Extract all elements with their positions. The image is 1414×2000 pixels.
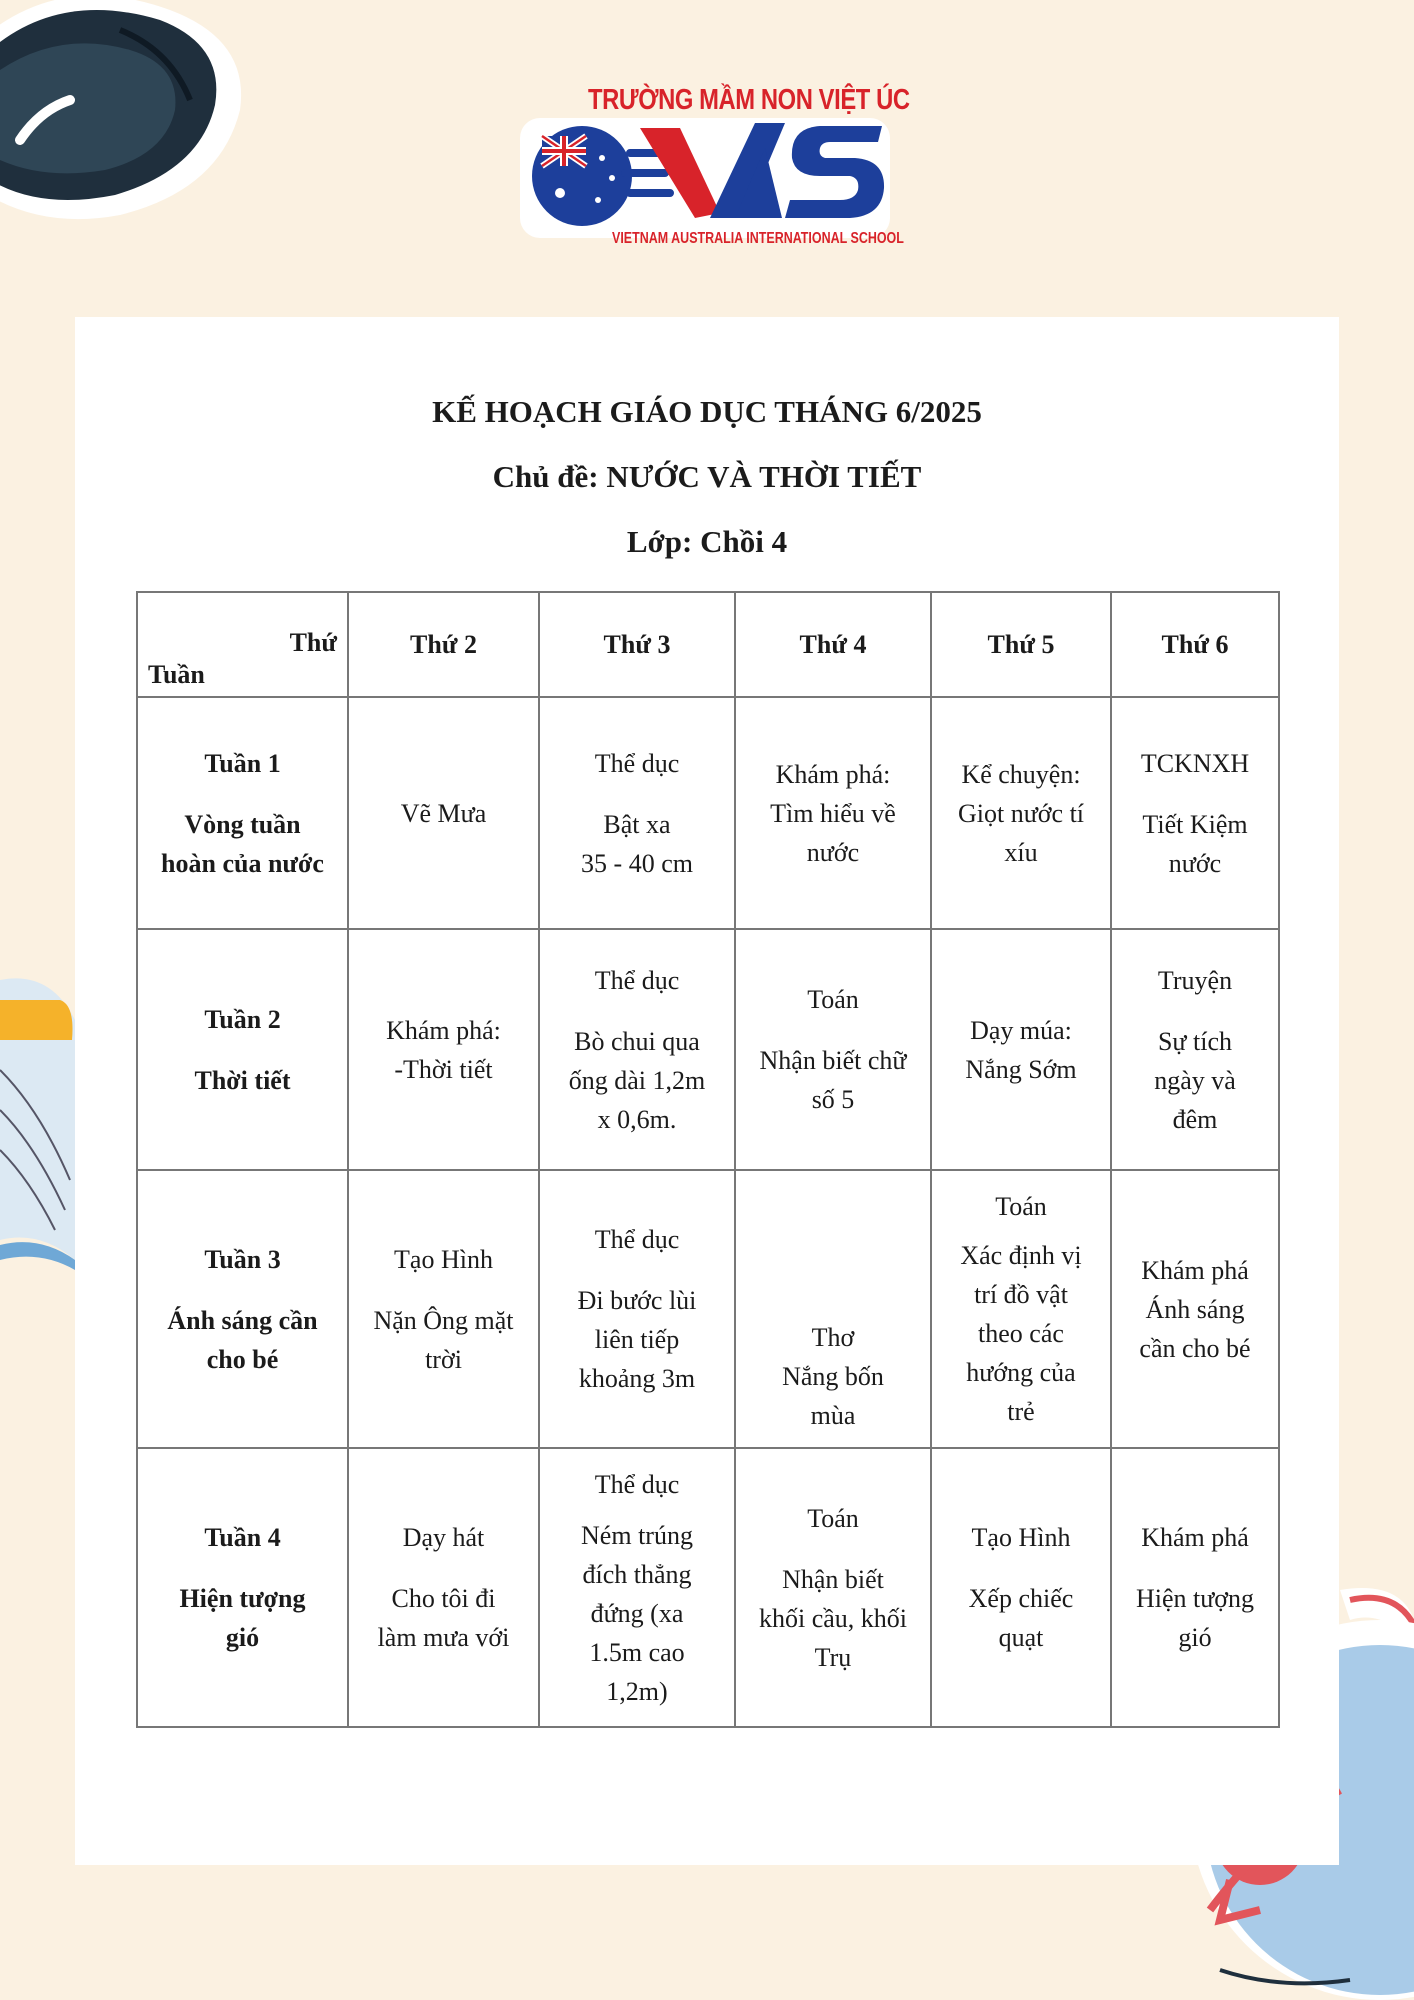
school-name: TRƯỜNG MẦM NON VIỆT ÚC bbox=[588, 84, 910, 116]
activity-line: làm mưa với bbox=[377, 1623, 510, 1652]
activity-line: Bật xa bbox=[603, 809, 671, 839]
header-day-5: Thứ 5 bbox=[931, 592, 1111, 697]
activity-line: 1.5m cao bbox=[589, 1637, 685, 1667]
week-topic-line: Vòng tuần bbox=[184, 809, 301, 839]
week-cell bbox=[137, 929, 348, 1170]
activity-line: Thơ bbox=[811, 1323, 855, 1352]
activity-cell bbox=[539, 1170, 735, 1448]
week-topic-line: gió bbox=[225, 1623, 260, 1652]
activity-line: khoảng 3m bbox=[578, 1364, 696, 1393]
header-day-6: Thứ 6 bbox=[1111, 592, 1279, 697]
activity-line: trẻ bbox=[1007, 1397, 1035, 1426]
activity-line: -Thời tiết bbox=[394, 1054, 493, 1084]
week-topic-line: Ánh sáng cần bbox=[167, 1305, 318, 1335]
activity-line: 35 - 40 cm bbox=[581, 848, 693, 878]
document-class: Lớp: Chồi 4 bbox=[626, 524, 788, 559]
activity-cell bbox=[735, 1448, 931, 1727]
activity-line: liên tiếp bbox=[594, 1325, 680, 1354]
schedule-table bbox=[136, 591, 1280, 1728]
week-topic-line: hoàn của nước bbox=[161, 848, 324, 878]
activity-cell bbox=[539, 697, 735, 929]
corner-day-label: Thứ bbox=[289, 628, 337, 657]
activity-line: Nặn Ông mặt bbox=[373, 1305, 514, 1335]
activity-line: Toán bbox=[807, 1503, 859, 1533]
week-cell bbox=[137, 697, 348, 929]
week-topic-line: Thời tiết bbox=[194, 1065, 291, 1095]
school-logo bbox=[520, 78, 910, 263]
table-row bbox=[137, 1170, 1279, 1448]
activity-line: Đi bước lùi bbox=[577, 1286, 697, 1315]
activity-line: Xác định vị bbox=[960, 1241, 1082, 1270]
activity-cell bbox=[1111, 1448, 1279, 1727]
activity-line: Truyện bbox=[1157, 965, 1233, 995]
activity-line: trời bbox=[425, 1344, 462, 1374]
activity-line: Thể dục bbox=[594, 1225, 680, 1254]
backpack-decoration-icon bbox=[0, 0, 300, 230]
week-topic-line: Hiện tượng bbox=[179, 1584, 306, 1613]
activity-line: theo các bbox=[978, 1319, 1064, 1348]
activity-line: quạt bbox=[998, 1623, 1044, 1652]
activity-cell bbox=[348, 929, 539, 1170]
table-row bbox=[137, 929, 1279, 1170]
activity-cell bbox=[735, 1170, 931, 1448]
activity-cell bbox=[348, 697, 539, 929]
header-day-4: Thứ 4 bbox=[735, 592, 931, 697]
activity-line: Cho tôi đi bbox=[391, 1584, 496, 1613]
activity-line: Khám phá: bbox=[775, 759, 891, 789]
week-number: Tuần 3 bbox=[204, 1244, 281, 1274]
activity-cell bbox=[1111, 929, 1279, 1170]
week-topic-line: cho bé bbox=[206, 1344, 279, 1374]
activity-cell bbox=[348, 1170, 539, 1448]
activity-line: Tiết Kiệm bbox=[1142, 809, 1248, 839]
activity-line: Kể chuyện: bbox=[961, 759, 1081, 789]
activity-line: đích thẳng bbox=[582, 1559, 692, 1589]
activity-line: cần cho bé bbox=[1139, 1333, 1251, 1363]
activity-line: Xếp chiếc bbox=[968, 1584, 1074, 1613]
book-decoration-icon bbox=[0, 960, 80, 1280]
activity-line: khối cầu, khối bbox=[758, 1603, 908, 1633]
activity-line: hướng của bbox=[966, 1358, 1076, 1387]
activity-line: Khám phá bbox=[1141, 1255, 1249, 1285]
activity-cell bbox=[931, 929, 1111, 1170]
activity-line: số 5 bbox=[811, 1085, 855, 1114]
table-corner-cell bbox=[137, 592, 348, 697]
week-cell bbox=[137, 1448, 348, 1727]
table-row bbox=[137, 1448, 1279, 1727]
header-day-3: Thứ 3 bbox=[539, 592, 735, 697]
activity-line: Thể dục bbox=[594, 748, 680, 778]
activity-cell bbox=[931, 1448, 1111, 1727]
activity-cell bbox=[539, 1448, 735, 1727]
activity-line: Sự tích bbox=[1157, 1026, 1233, 1056]
activity-line: Nhận biết chữ bbox=[759, 1046, 907, 1075]
document-topic: Chủ đề: NƯỚC VÀ THỜI TIẾT bbox=[492, 459, 922, 494]
activity-line: xíu bbox=[1004, 837, 1038, 867]
activity-line: Ném trúng bbox=[581, 1520, 693, 1550]
week-cell bbox=[137, 1170, 348, 1448]
table-row bbox=[137, 697, 1279, 929]
activity-line: Vẽ Mưa bbox=[400, 798, 487, 828]
activity-line: Thể dục bbox=[594, 1469, 680, 1499]
activity-line: nước bbox=[1168, 848, 1222, 878]
activity-line: Bò chui qua bbox=[574, 1026, 700, 1056]
activity-line: Tìm hiểu về bbox=[770, 798, 896, 828]
activity-line: Trụ bbox=[814, 1642, 852, 1672]
activity-line: ống dài 1,2m bbox=[568, 1065, 706, 1095]
activity-line: đứng (xa bbox=[590, 1598, 684, 1628]
activity-line: Toán bbox=[995, 1192, 1047, 1221]
activity-line: Nhận biết bbox=[782, 1564, 884, 1594]
activity-line: Nắng bốn bbox=[782, 1362, 884, 1391]
activity-line: gió bbox=[1178, 1623, 1212, 1652]
activity-line: Khám phá bbox=[1141, 1523, 1249, 1552]
activity-line: x 0,6m. bbox=[597, 1104, 677, 1134]
activity-line: Nắng Sớm bbox=[965, 1054, 1077, 1084]
activity-line: Tạo Hình bbox=[394, 1244, 493, 1274]
header-day-2: Thứ 2 bbox=[348, 592, 539, 697]
activity-line: Ánh sáng bbox=[1145, 1294, 1245, 1324]
school-subtitle: VIETNAM AUSTRALIA INTERNATIONAL SCHOOL bbox=[612, 230, 904, 247]
activity-line: trí đồ vật bbox=[974, 1280, 1068, 1309]
activity-line: Dạy hát bbox=[402, 1523, 485, 1552]
document-title: KẾ HOẠCH GIÁO DỤC THÁNG 6/2025 bbox=[432, 394, 982, 429]
activity-line: đêm bbox=[1172, 1104, 1218, 1134]
activity-line: Hiện tượng bbox=[1135, 1584, 1255, 1613]
activity-line: Giọt nước tí bbox=[957, 798, 1085, 828]
table-header-row bbox=[137, 592, 1279, 697]
corner-week-label: Tuần bbox=[148, 660, 205, 689]
activity-line: Khám phá: bbox=[386, 1015, 501, 1045]
activity-line: Dạy múa: bbox=[970, 1015, 1072, 1045]
activity-line: Toán bbox=[807, 985, 859, 1014]
activity-cell bbox=[348, 1448, 539, 1727]
activity-cell bbox=[735, 697, 931, 929]
activity-cell bbox=[931, 1170, 1111, 1448]
activity-cell bbox=[539, 929, 735, 1170]
activity-line: mùa bbox=[810, 1401, 856, 1430]
week-number: Tuần 2 bbox=[204, 1004, 281, 1034]
activity-line: Tạo Hình bbox=[971, 1523, 1071, 1552]
week-number: Tuần 4 bbox=[204, 1523, 281, 1552]
activity-cell bbox=[931, 697, 1111, 929]
week-number: Tuần 1 bbox=[204, 748, 281, 778]
activity-line: ngày và bbox=[1154, 1065, 1236, 1095]
activity-cell bbox=[1111, 1170, 1279, 1448]
activity-cell bbox=[1111, 697, 1279, 929]
activity-line: Thể dục bbox=[594, 965, 680, 995]
activity-line: nước bbox=[806, 837, 860, 867]
activity-line: 1,2m) bbox=[606, 1676, 668, 1706]
activity-cell bbox=[735, 929, 931, 1170]
document-sheet bbox=[75, 317, 1339, 1865]
activity-line: TCKNXH bbox=[1140, 748, 1250, 778]
